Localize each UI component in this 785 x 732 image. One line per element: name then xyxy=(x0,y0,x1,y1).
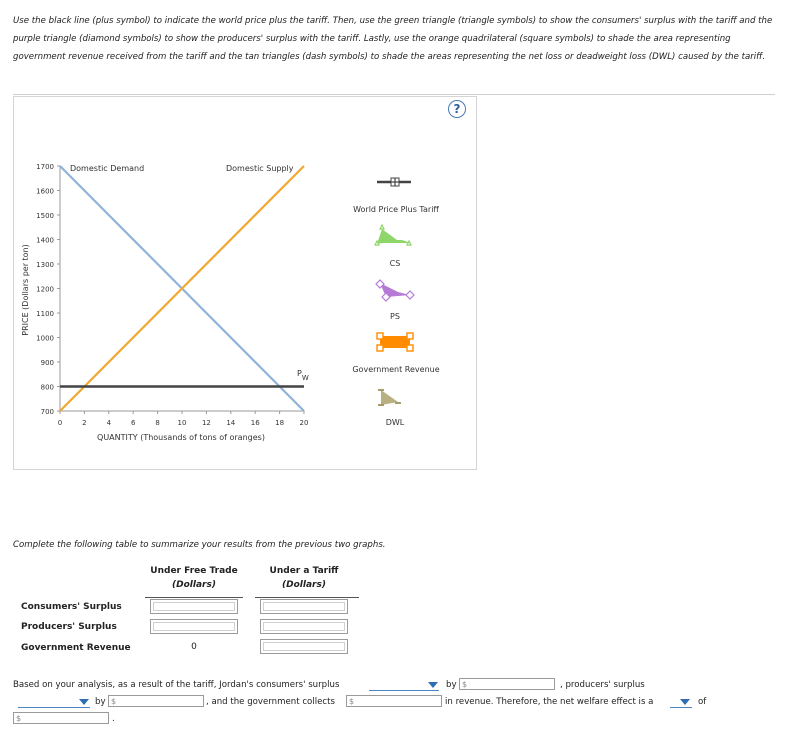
analysis-text-3: , and the government collects xyxy=(206,697,335,707)
summary-prompt: Complete the following table to summarize your results from the previous two graphs. xyxy=(13,540,386,550)
gov-revenue-legend-label: Government Revenue xyxy=(352,365,440,374)
of-label: of xyxy=(698,697,707,707)
ps-tariff-input[interactable] xyxy=(260,619,348,634)
net-welfare-amount-input[interactable]: $ xyxy=(13,712,109,724)
x-tick-label: 2 xyxy=(82,419,87,427)
by-label-1: by xyxy=(446,680,457,690)
y-axis-label: PRICE (Dollars per ton) xyxy=(21,244,30,336)
y-tick-label: 700 xyxy=(40,408,54,416)
y-tick-label: 1500 xyxy=(36,212,54,220)
x-tick-label: 14 xyxy=(226,419,236,427)
instructions: Use the black line (plus symbol) to indicate the world price plus the tariff. Then, use the green triangle (triangle symbols) to show the consumers' surplus with the tariff and the purple triangle (diamond symbols) to show the producers' surplus with the tariff. Lastly, use the orange quadrilateral (square symbols) to shade the area representing government revenue received from the tariff and the tan triangles (dash symbols) to shade the areas representing the net loss or deadweight loss (DWL) caused by the tariff. xyxy=(13,16,773,62)
cs-free-trade-input[interactable] xyxy=(150,599,238,614)
y-tick-label: 1100 xyxy=(36,310,54,318)
chevron-down-icon xyxy=(428,682,438,688)
x-tick-label: 16 xyxy=(250,419,260,427)
x-axis-label: QUANTITY (Thousands of tons of oranges) xyxy=(97,433,265,442)
table-header-rule xyxy=(255,597,359,598)
x-tick-label: 8 xyxy=(155,419,160,427)
row-label-consumers-surplus: Consumers' Surplus xyxy=(21,602,122,612)
y-tick-label: 1400 xyxy=(36,236,54,245)
gov-free-trade-value: 0 xyxy=(191,642,197,652)
gov-revenue-amount-input[interactable]: $ xyxy=(346,695,442,707)
world-price-tool[interactable] xyxy=(377,178,411,186)
help-icon[interactable]: ? xyxy=(448,100,466,118)
ps-tool[interactable] xyxy=(376,280,414,301)
cs-tool[interactable] xyxy=(375,225,411,245)
x-tick-label: 4 xyxy=(106,419,112,427)
cs-legend-label: CS xyxy=(389,259,401,268)
x-tick-label: 10 xyxy=(177,419,187,427)
dwl-legend-label: DWL xyxy=(385,418,405,427)
domestic-supply-label: Domestic Supply xyxy=(226,164,294,173)
sentence-period: . xyxy=(112,714,115,724)
col-free-trade-header: Under Free Trade (Dollars) xyxy=(150,566,238,590)
chevron-down-icon xyxy=(79,699,89,705)
domestic-demand-label: Domestic Demand xyxy=(70,164,145,173)
gov-revenue-tool[interactable] xyxy=(377,333,413,351)
x-tick-label: 6 xyxy=(130,419,136,427)
chevron-down-icon xyxy=(680,699,690,705)
analysis-text-1: Based on your analysis, as a result of the tariff, Jordan's consumers' surplus xyxy=(13,680,340,690)
analysis-text-2: , producers' surplus xyxy=(560,680,645,690)
ps-free-trade-input[interactable] xyxy=(150,619,238,634)
x-tick-label: 18 xyxy=(275,419,285,427)
y-tick-label: 1000 xyxy=(36,334,54,343)
analysis-text-4: in revenue. Therefore, the net welfare effect is a xyxy=(445,697,654,707)
gov-tariff-input[interactable] xyxy=(260,639,348,654)
row-label-producers-surplus: Producers' Surplus xyxy=(21,622,117,632)
world-price-legend-label: World Price Plus Tariff xyxy=(353,205,439,214)
y-tick-label: 800 xyxy=(40,383,54,392)
pw-label: PW xyxy=(297,369,309,382)
table-header-rule xyxy=(145,597,243,598)
y-tick-label: 1600 xyxy=(36,187,54,196)
ps-change-amount-input[interactable]: $ xyxy=(108,695,204,707)
col-tariff-header: Under a Tariff (Dollars) xyxy=(269,566,339,590)
by-label-2: by xyxy=(95,697,106,707)
x-tick-label: 0 xyxy=(57,419,63,427)
x-tick-label: 12 xyxy=(201,419,211,427)
y-tick-label: 1200 xyxy=(36,285,54,294)
y-tick-label: 1700 xyxy=(36,163,54,171)
y-tick-label: 900 xyxy=(40,359,54,367)
cs-change-amount-input[interactable]: $ xyxy=(459,678,555,690)
x-tick-label: 20 xyxy=(299,419,309,427)
cs-tariff-input[interactable] xyxy=(260,599,348,614)
ps-legend-label: PS xyxy=(390,312,400,321)
dwl-tool[interactable] xyxy=(378,390,401,405)
y-tick-label: 1300 xyxy=(36,261,54,269)
row-label-government-revenue: Government Revenue xyxy=(21,643,131,653)
